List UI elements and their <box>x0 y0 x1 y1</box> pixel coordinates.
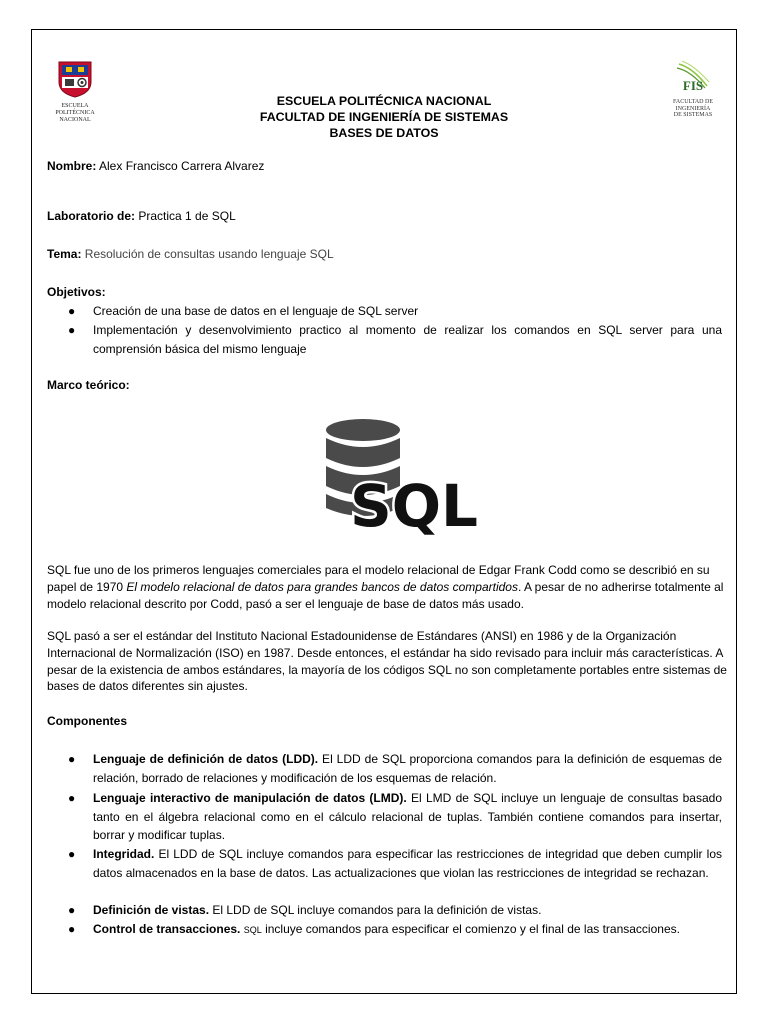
objetivo-text: Implementación y desenvolvimiento practico al momento de realizar los comandos en SQL server para una comprensión básica del mismo lenguaje <box>93 323 722 356</box>
componente-item <box>68 920 722 940</box>
nombre-field <box>47 158 264 175</box>
laboratorio-field <box>47 208 236 225</box>
fis-emblem-icon <box>673 60 713 94</box>
fis-caption-line-3: DE SISTEMAS <box>673 112 713 118</box>
tema-value: Resolución de consultas usando lenguaje SQL <box>84 247 334 261</box>
laboratorio-label: Laboratorio de: <box>47 209 136 223</box>
marco-p1-start: SQL fue uno de los primeros lenguajes comerciales para el modelo relacional de Edgar Frank Codd como se describió en su papel de 1970 <box>47 563 710 594</box>
componente-item <box>68 901 722 920</box>
objetivo-item <box>68 321 722 358</box>
bullet-icon: ● <box>68 752 76 766</box>
bullet-icon: ● <box>68 304 76 318</box>
marco-paragraph-1 <box>47 562 727 612</box>
fis-caption-line-1: FACULTAD DE <box>672 99 714 105</box>
componente-term: Lenguaje de definición de datos (LDD). <box>93 752 319 766</box>
sql-figure-label: SQL <box>349 472 479 536</box>
nombre-value: Alex Francisco Carrera Alvarez <box>99 159 265 173</box>
objetivo-text: Creación de una base de datos en el lenguaje de SQL server <box>93 304 419 318</box>
bullet-icon: ● <box>68 323 76 337</box>
header-faculty: FACULTAD DE INGENIERÍA DE SISTEMAS <box>259 110 509 124</box>
tema-field <box>47 246 334 263</box>
componente-text: El LDD de SQL proporciona comandos para la definición de esquemas de relación, borrado de relaciones y modificación de los esquemas de relación. <box>93 752 722 785</box>
laboratorio-value: Practica 1 de SQL <box>138 209 236 223</box>
componente-term: Control de transacciones. <box>93 922 241 936</box>
componente-term: Definición de vistas. <box>93 903 210 917</box>
tema-label: Tema: <box>47 247 82 261</box>
fis-caption-line-2: INGENIERÍA <box>675 105 711 112</box>
componente-small-sql: SQL <box>243 925 262 935</box>
bullet-icon: ● <box>68 847 76 861</box>
header-university: ESCUELA POLITÉCNICA NACIONAL <box>276 94 492 108</box>
epn-caption-line-3: NACIONAL <box>59 117 91 123</box>
componente-term: Lenguaje interactivo de manipulación de datos (LMD). <box>93 791 407 805</box>
marco-paragraph-2: SQL pasó a ser el estándar del Instituto Nacional Estadounidense de Estándares (ANSI) en 1986 y de la Organización Internacional de Normalización (ISO) en 1987. Desde entonces, el estándar ha sido revisado para incluir más características. A pesar de la existencia de ambos estándares, la mayoría de los códigos SQL no son completamente portables entre sistemas de bases de datos diferentes sin ajustes. <box>47 629 727 694</box>
database-icon <box>319 416 479 536</box>
epn-caption-line-2: POLITÉCNICA <box>55 110 95 116</box>
fis-logo-text: FIS <box>682 78 704 93</box>
header-course: BASES DE DATOS <box>329 126 439 140</box>
nombre-label: Nombre: <box>47 159 97 173</box>
objetivo-item <box>68 302 722 321</box>
epn-caption-line-1: ESCUELA <box>61 103 89 109</box>
bullet-icon: ● <box>68 791 76 805</box>
sql-database-figure <box>319 416 479 541</box>
bullet-icon: ● <box>68 922 76 936</box>
componente-term: Integridad. <box>93 847 155 861</box>
componentes-heading: Componentes <box>47 714 128 728</box>
bullet-icon: ● <box>68 903 76 917</box>
componente-text: El LDD de SQL incluye comandos para especificar las restricciones de integridad que deben cumplir los datos almacenados en la base de datos. Las actualizaciones que violan las restricciones de integridad se rechazan. <box>93 847 722 880</box>
componente-text: incluye comandos para especificar el comienzo y el final de las transacciones. <box>261 922 680 936</box>
componente-item <box>68 789 722 845</box>
marco-heading: Marco teórico: <box>47 378 130 392</box>
objetivos-heading: Objetivos: <box>47 285 106 299</box>
componente-text: El LMD de SQL incluye un lenguaje de consultas basado tanto en el álgebra relacional como en el cálculo relacional de tuplas. También contiene comandos para insertar, borrar y modificar tuplas. <box>93 791 722 842</box>
marco-p1-end: . A pesar de no adherirse totalmente al modelo relacional descrito por Codd, pasó a ser el lenguaje de base de datos más usado. <box>47 579 724 611</box>
componente-text: El LDD de SQL incluye comandos para la definición de vistas. <box>209 903 542 917</box>
marco-p1-italic: El modelo relacional de datos para grandes bancos de datos compartidos <box>126 579 518 594</box>
componente-item <box>68 845 722 882</box>
componente-item <box>68 750 722 787</box>
